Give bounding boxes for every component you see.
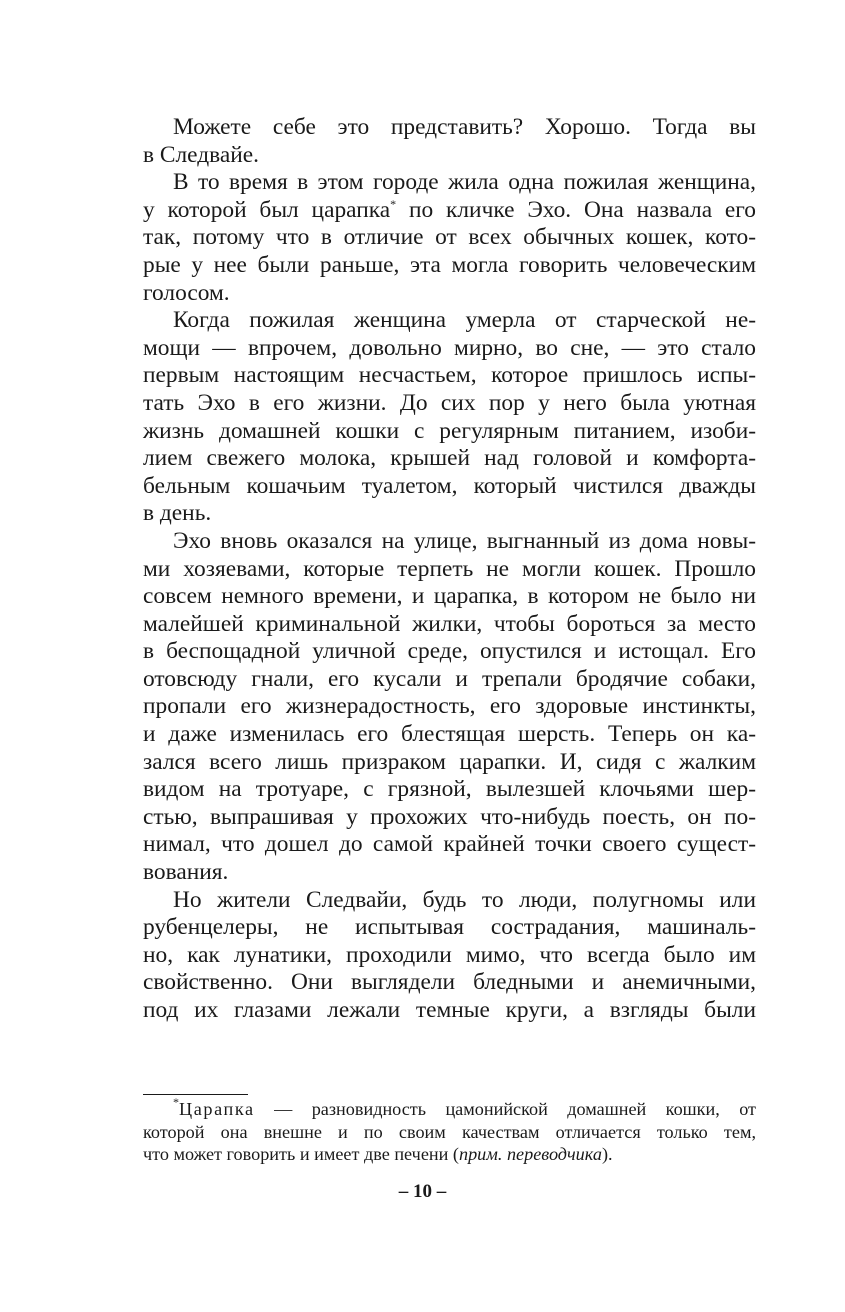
paragraph-2 <box>143 169 756 307</box>
page-number: – 10 – <box>398 1181 447 1202</box>
text-line: бельным кошачьим туалетом, который чистился дважды <box>143 472 756 499</box>
text-line: свойственно. Они выглядели бледными и анемичными, <box>143 969 756 996</box>
text-line: пропали его жизнерадостность, его здоровые инстинкты, <box>143 693 756 720</box>
text-line: в Следвайе. <box>143 141 260 168</box>
footnote-line <box>143 1095 756 1121</box>
text-line: и даже изменилась его блестящая шерсть. Теперь он ка- <box>143 721 756 748</box>
text-fragment: что может говорить и имеет две печени ( <box>143 1144 459 1165</box>
text-line: нимал, что дошел до самой крайней точки своего сущест- <box>143 831 756 858</box>
text-fragment: — разновидность цамонийской домашней кошки, от <box>254 1099 756 1119</box>
text-line: зался всего лишь призраком царапки. И, сидя с жалким <box>143 748 756 775</box>
text-line: первым настоящим несчастьем, которое пришлось испы- <box>143 362 756 389</box>
text-line: Но жители Следвайи, будь то люди, полугномы или <box>173 886 756 913</box>
text-line: вования. <box>143 859 229 886</box>
footnote-marker: * <box>173 1095 179 1109</box>
text-fragment: у которой был царапка <box>143 196 391 223</box>
footnote-marker: * <box>390 196 397 211</box>
text-line: лием свежего молока, крышей над головой и комфорта- <box>143 445 756 472</box>
text-line: рые у нее были раньше, эта могла говорить человеческим <box>143 251 756 278</box>
text-line: рубенцелеры, не испытывая сострадания, машиналь- <box>143 914 756 941</box>
text-line: видом на тротуаре, с грязной, вылезшей клочьями шер- <box>143 776 756 803</box>
text-line: ми хозяевами, которые терпеть не могли кошек. Прошло <box>143 555 756 582</box>
paragraph-1 <box>143 114 756 169</box>
text-line: так, потому что в отличие от всех обычных кошек, кото- <box>143 224 756 251</box>
text-line: совсем немного времени, и царапка, в котором не было ни <box>143 583 756 610</box>
paragraph-3 <box>143 307 756 528</box>
text-line: В то время в этом городе жила одна пожилая женщина, <box>173 169 756 196</box>
text-line: в день. <box>143 500 212 527</box>
paragraph-4 <box>143 528 756 887</box>
text-fragment: ). <box>601 1144 613 1165</box>
translator-note: прим. переводчика <box>458 1144 602 1165</box>
text-line: в беспощадной уличной среде, опустился и истощал. Его <box>143 638 756 665</box>
footnote-line <box>143 1143 756 1166</box>
footnote-line: которой она внешне и по своим качествам отличается только тем, <box>143 1121 756 1142</box>
text-line: тать Эхо в его жизни. До сих пор у него была уютная <box>143 389 756 416</box>
footnote <box>143 1095 756 1166</box>
text-line: стью, выпрашивая у прохожих что-нибудь поесть, он по- <box>143 803 756 830</box>
text-line: но, как лунатики, проходили мимо, что всегда было им <box>143 941 756 968</box>
page-body <box>143 114 756 1025</box>
paragraph-5 <box>143 887 756 1025</box>
footnote-divider <box>143 1094 248 1095</box>
footnote-term: Царапка <box>179 1099 255 1119</box>
text-line: Когда пожилая женщина умерла от старческой не- <box>173 307 756 334</box>
text-line <box>143 197 756 225</box>
text-line: жизнь домашней кошки с регулярным питанием, изоби- <box>143 417 756 444</box>
text-line: Эхо вновь оказался на улице, выгнанный из дома новы- <box>173 527 756 554</box>
text-line: голосом. <box>143 279 230 306</box>
text-line: под их глазами лежали темные круги, а взгляды были <box>143 997 756 1023</box>
text-line: мощи — впрочем, довольно мирно, во сне, — это стало <box>143 334 756 361</box>
text-line: отовсюду гнали, его кусали и трепали бродячие собаки, <box>143 665 756 692</box>
text-fragment: по кличке Эхо. Она назвала его <box>396 196 757 223</box>
text-line: Можете себе это представить? Хорошо. Тогда вы <box>173 114 756 140</box>
text-line: малейшей криминальной жилки, чтобы бороться за место <box>143 610 756 637</box>
